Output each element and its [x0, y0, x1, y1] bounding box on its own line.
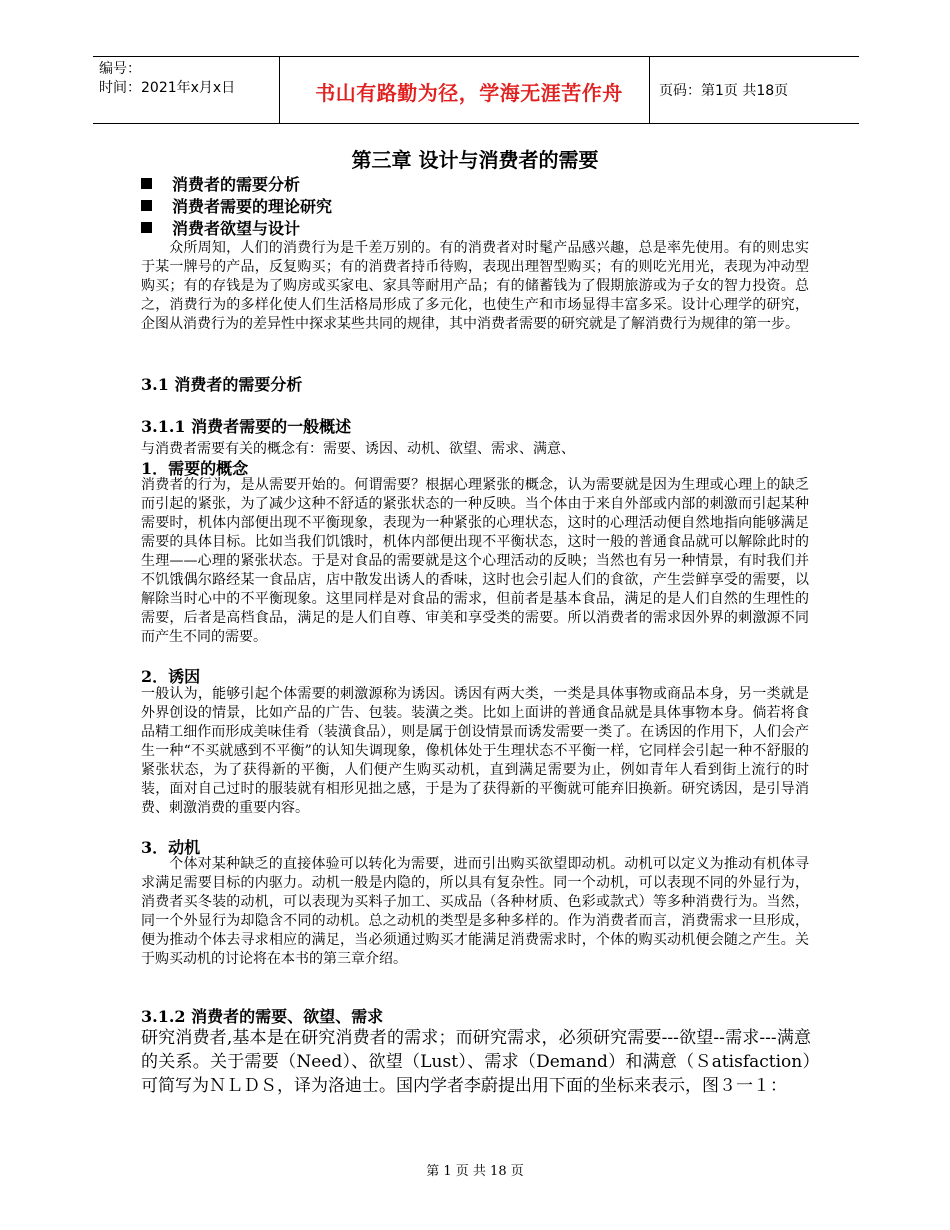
item-paragraph: 一般认为，能够引起个体需要的刺激源称为诱因。诱因有两大类，一类是具体事物或商品本身，另一类就是外界创设的情景，比如产品的广告、包装。装潢之类。比如上面讲的普通食品就是具体事物本身。倘若将食品精工细作而形成美味佳肴（装潢食品），则是属于创设情景而诱发需要一类了。在诱因的作用下，人们会产生一种“不买就感到不平衡”的认知失调现象，像机体处于生理状态不平衡一样，它同样会引起一种不舒服的紧张状态，为了获得新的平衡，人们便产生购买动机，直到满足需要为止，例如青年人看到街上流行的时装，面对自己过时的服装就有相形见拙之感，于是为了获得新的平衡就可能弃旧换新。研究诱因，是引导消费、刺激消费的重要内容。: [141, 686, 809, 816]
number-label: 编号：: [99, 61, 141, 77]
item-paragraph: 个体对某种缺乏的直接体验可以转化为需要，进而引出购买欲望即动机。动机可以定义为推动有机体寻求满足需要目标的内驱力。动机一般是内隐的，所以具有复杂性。同一个动机，可以表现不同的外显行为，消费者买冬装的动机，可以表现为买料子加工、买成品（各种材质、色彩或款式）等多种消费行为。当然，同一个外显行为却隐含不同的动机。总之动机的类型是多种多样的。作为消费者而言，消费需求一旦形成，便为推动个体去寻求相应的满足，当必须通过购买才能满足消费需求时，个体的购买动机便会随之产生。关于购买动机的讨论将在本书的第三章介绍。: [141, 856, 809, 967]
item-heading: 2．诱因: [141, 667, 201, 686]
concepts-line: 与消费者需要有关的概念有：需要、诱因、动机、欲望、需求、满意、: [141, 441, 575, 457]
header-divider: [279, 57, 280, 123]
header-motto: 书山有路勤为径，学海无涯苦作舟: [315, 81, 623, 105]
header-page-info: 页码：第1页 共18页: [659, 83, 789, 99]
item-heading: 3．动机: [141, 838, 201, 857]
subsection-heading: 3.1.2 消费者的需要、欲望、需求: [141, 1007, 384, 1026]
intro-paragraph: 众所周知，人们的消费行为是千差万别的。有的消费者对时髦产品感兴趣，总是率先使用。有的则忠实于某一牌号的产品，反复购买；有的消费者持币待购，表现出理智型购买；有的则吃光用光，表现为冲动型购买；有的存钱是为了购房或买家电、家具等耐用产品；有的储蓄钱为了假期旅游或为子女的智力投资。总之，消费行为的多样化使人们生活格局形成了多元化，也使生产和市场显得丰富多采。设计心理学的研究，企图从消费行为的差异性中探求某些共同的规律，其中消费者需要的研究就是了解消费行为规律的第一步。: [141, 240, 809, 332]
item-paragraph: 消费者的行为，是从需要开始的。何谓需要？根据心理紧张的概念，认为需要就是因为生理或心理上的缺乏而引起的紧张，为了减少这种不舒适的紧张状态的一种反映。当个体由于来自外部或内部的刺激而引起某种需要时，机体内部便出现不平衡现象，表现为一种紧张的心理状态，这时的心理活动便自然地指向能够满足需要的具体目标。比如当我们饥饿时，机体内部便出现不平衡状态，这时一般的普通食品就可以解除此时的生理——心理的紧张状态。于是对食品的需要就是这个心理活动的反映；当然也有另一种情景，有时我们并不饥饿偶尔路经某一食品店，店中散发出诱人的香味，这时也会引起人们的食欲，产生尝鲜享受的需要，以解除当时心中的不平衡现象。这里同样是对食品的需求，但前者是基本食品，满足的是人们自然的生理性的需要，后者是高档食品，满足的是人们自尊、审美和享受类的需要。所以消费者的需求因外界的刺激源不同而产生不同的需要。: [141, 477, 809, 645]
page-footer: 第 1 页 共 18 页: [426, 1164, 524, 1179]
square-bullet-icon: [141, 178, 152, 189]
section-heading: 3.1 消费者的需要分析: [141, 375, 303, 394]
square-bullet-icon: [141, 222, 152, 233]
bullet-text: 消费者的需要分析: [172, 175, 301, 194]
item-heading: 1．需要的概念: [141, 459, 249, 478]
time-label: 时间：2021年x月x日: [99, 80, 236, 96]
subsection-heading: 3.1.1 消费者需要的一般概述: [141, 417, 352, 436]
header-divider: [649, 57, 650, 123]
chapter-title: 第三章 设计与消费者的需要: [351, 148, 599, 172]
bullet-text: 消费者欲望与设计: [172, 219, 301, 238]
page-header: [93, 56, 859, 124]
bullet-item: [141, 172, 300, 195]
square-bullet-icon: [141, 200, 152, 211]
bullet-item: [141, 216, 300, 239]
final-paragraph: 研究消费者,基本是在研究消费者的需求；而研究需求，必须研究需要---欲望--需求---满意的关系。关于需要（Need）、欲望（Lust）、需求（Demand）和满意（Ｓatisfaction）可简写为ＮＬＤＳ，译为洛迪士。国内学者李蔚提出用下面的坐标来表示，图３一１：: [141, 1028, 811, 1096]
header-meta: [99, 60, 235, 98]
bullet-text: 消费者需要的理论研究: [172, 197, 333, 216]
bullet-item: [141, 194, 332, 217]
